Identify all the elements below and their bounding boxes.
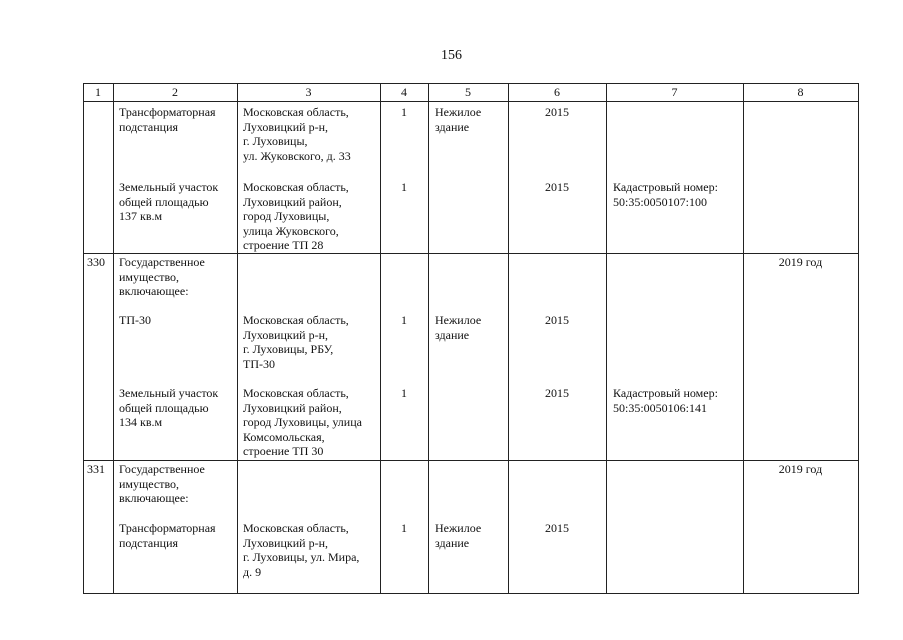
col-header-6: 6 [554, 85, 560, 99]
col-line-4 [428, 83, 429, 594]
cell-qty: 1 [401, 386, 407, 400]
col-line-5 [508, 83, 509, 594]
cell-plan: 2019 год [778, 255, 823, 269]
col-header-2: 2 [172, 85, 178, 99]
cell-qty: 1 [401, 180, 407, 194]
col-header-5: 5 [465, 85, 471, 99]
cell-address: Московская область, Луховицкий район, город Луховицы, улица Комсомольская, строение ТП 30 [243, 386, 362, 459]
col-header-8: 8 [797, 85, 804, 99]
cell-name: Трансформаторная подстанция [119, 521, 216, 550]
cell-year: 2015 [545, 180, 569, 194]
col-line-8 [858, 83, 859, 594]
cell-name: Государственное имущество, включающее: [119, 462, 205, 506]
col-header-1: 1 [95, 85, 101, 99]
cell-address: Московская область, Луховицкий район, город Луховицы, улица Жуковского, строение ТП 28 [243, 180, 349, 253]
cell-address: Московская область, Луховицкий р-н, г. Луховицы, ул. Мира, д. 9 [243, 521, 360, 579]
cell-plan: 2019 год [778, 462, 823, 476]
cell-address: Московская область, Луховицкий р-н, г. Луховицы, РБУ, ТП-30 [243, 313, 349, 371]
cell-year: 2015 [545, 105, 569, 119]
cell-cadastral: Кадастровый номер: 50:35:0050107:100 [613, 180, 718, 209]
page-number: 156 [441, 48, 462, 63]
col-line-6 [606, 83, 607, 594]
cell-name: Земельный участок общей площадью 137 кв.м [119, 180, 219, 224]
col-line-2 [237, 83, 238, 594]
col-line-1 [113, 83, 114, 594]
cell-type: Нежилое здание [435, 521, 482, 550]
cell-qty: 1 [401, 313, 407, 327]
col-line-3 [380, 83, 381, 594]
col-line-7 [743, 83, 744, 594]
cell-year: 2015 [545, 386, 569, 400]
cell-year: 2015 [545, 313, 569, 327]
cell-name: Трансформаторная подстанция [119, 105, 216, 134]
cell-type: Нежилое здание [435, 313, 482, 342]
cell-number: 331 [87, 462, 105, 476]
cell-name: ТП-30 [119, 313, 151, 327]
cell-name: Земельный участок общей площадью 134 кв.м [119, 386, 219, 430]
cell-year: 2015 [545, 521, 569, 535]
cell-name: Государственное имущество, включающее: [119, 255, 205, 299]
cell-number: 330 [87, 255, 105, 269]
cell-qty: 1 [401, 521, 407, 535]
cell-type: Нежилое здание [435, 105, 482, 134]
col-line-0 [83, 83, 84, 594]
cell-qty: 1 [401, 105, 407, 119]
col-header-3: 3 [305, 85, 312, 99]
col-header-4: 4 [401, 85, 407, 99]
cell-address: Московская область, Луховицкий р-н, г. Луховицы, ул. Жуковского, д. 33 [243, 105, 351, 163]
cell-cadastral: Кадастровый номер: 50:35:0050106:141 [613, 386, 718, 415]
col-header-7: 7 [671, 85, 678, 99]
